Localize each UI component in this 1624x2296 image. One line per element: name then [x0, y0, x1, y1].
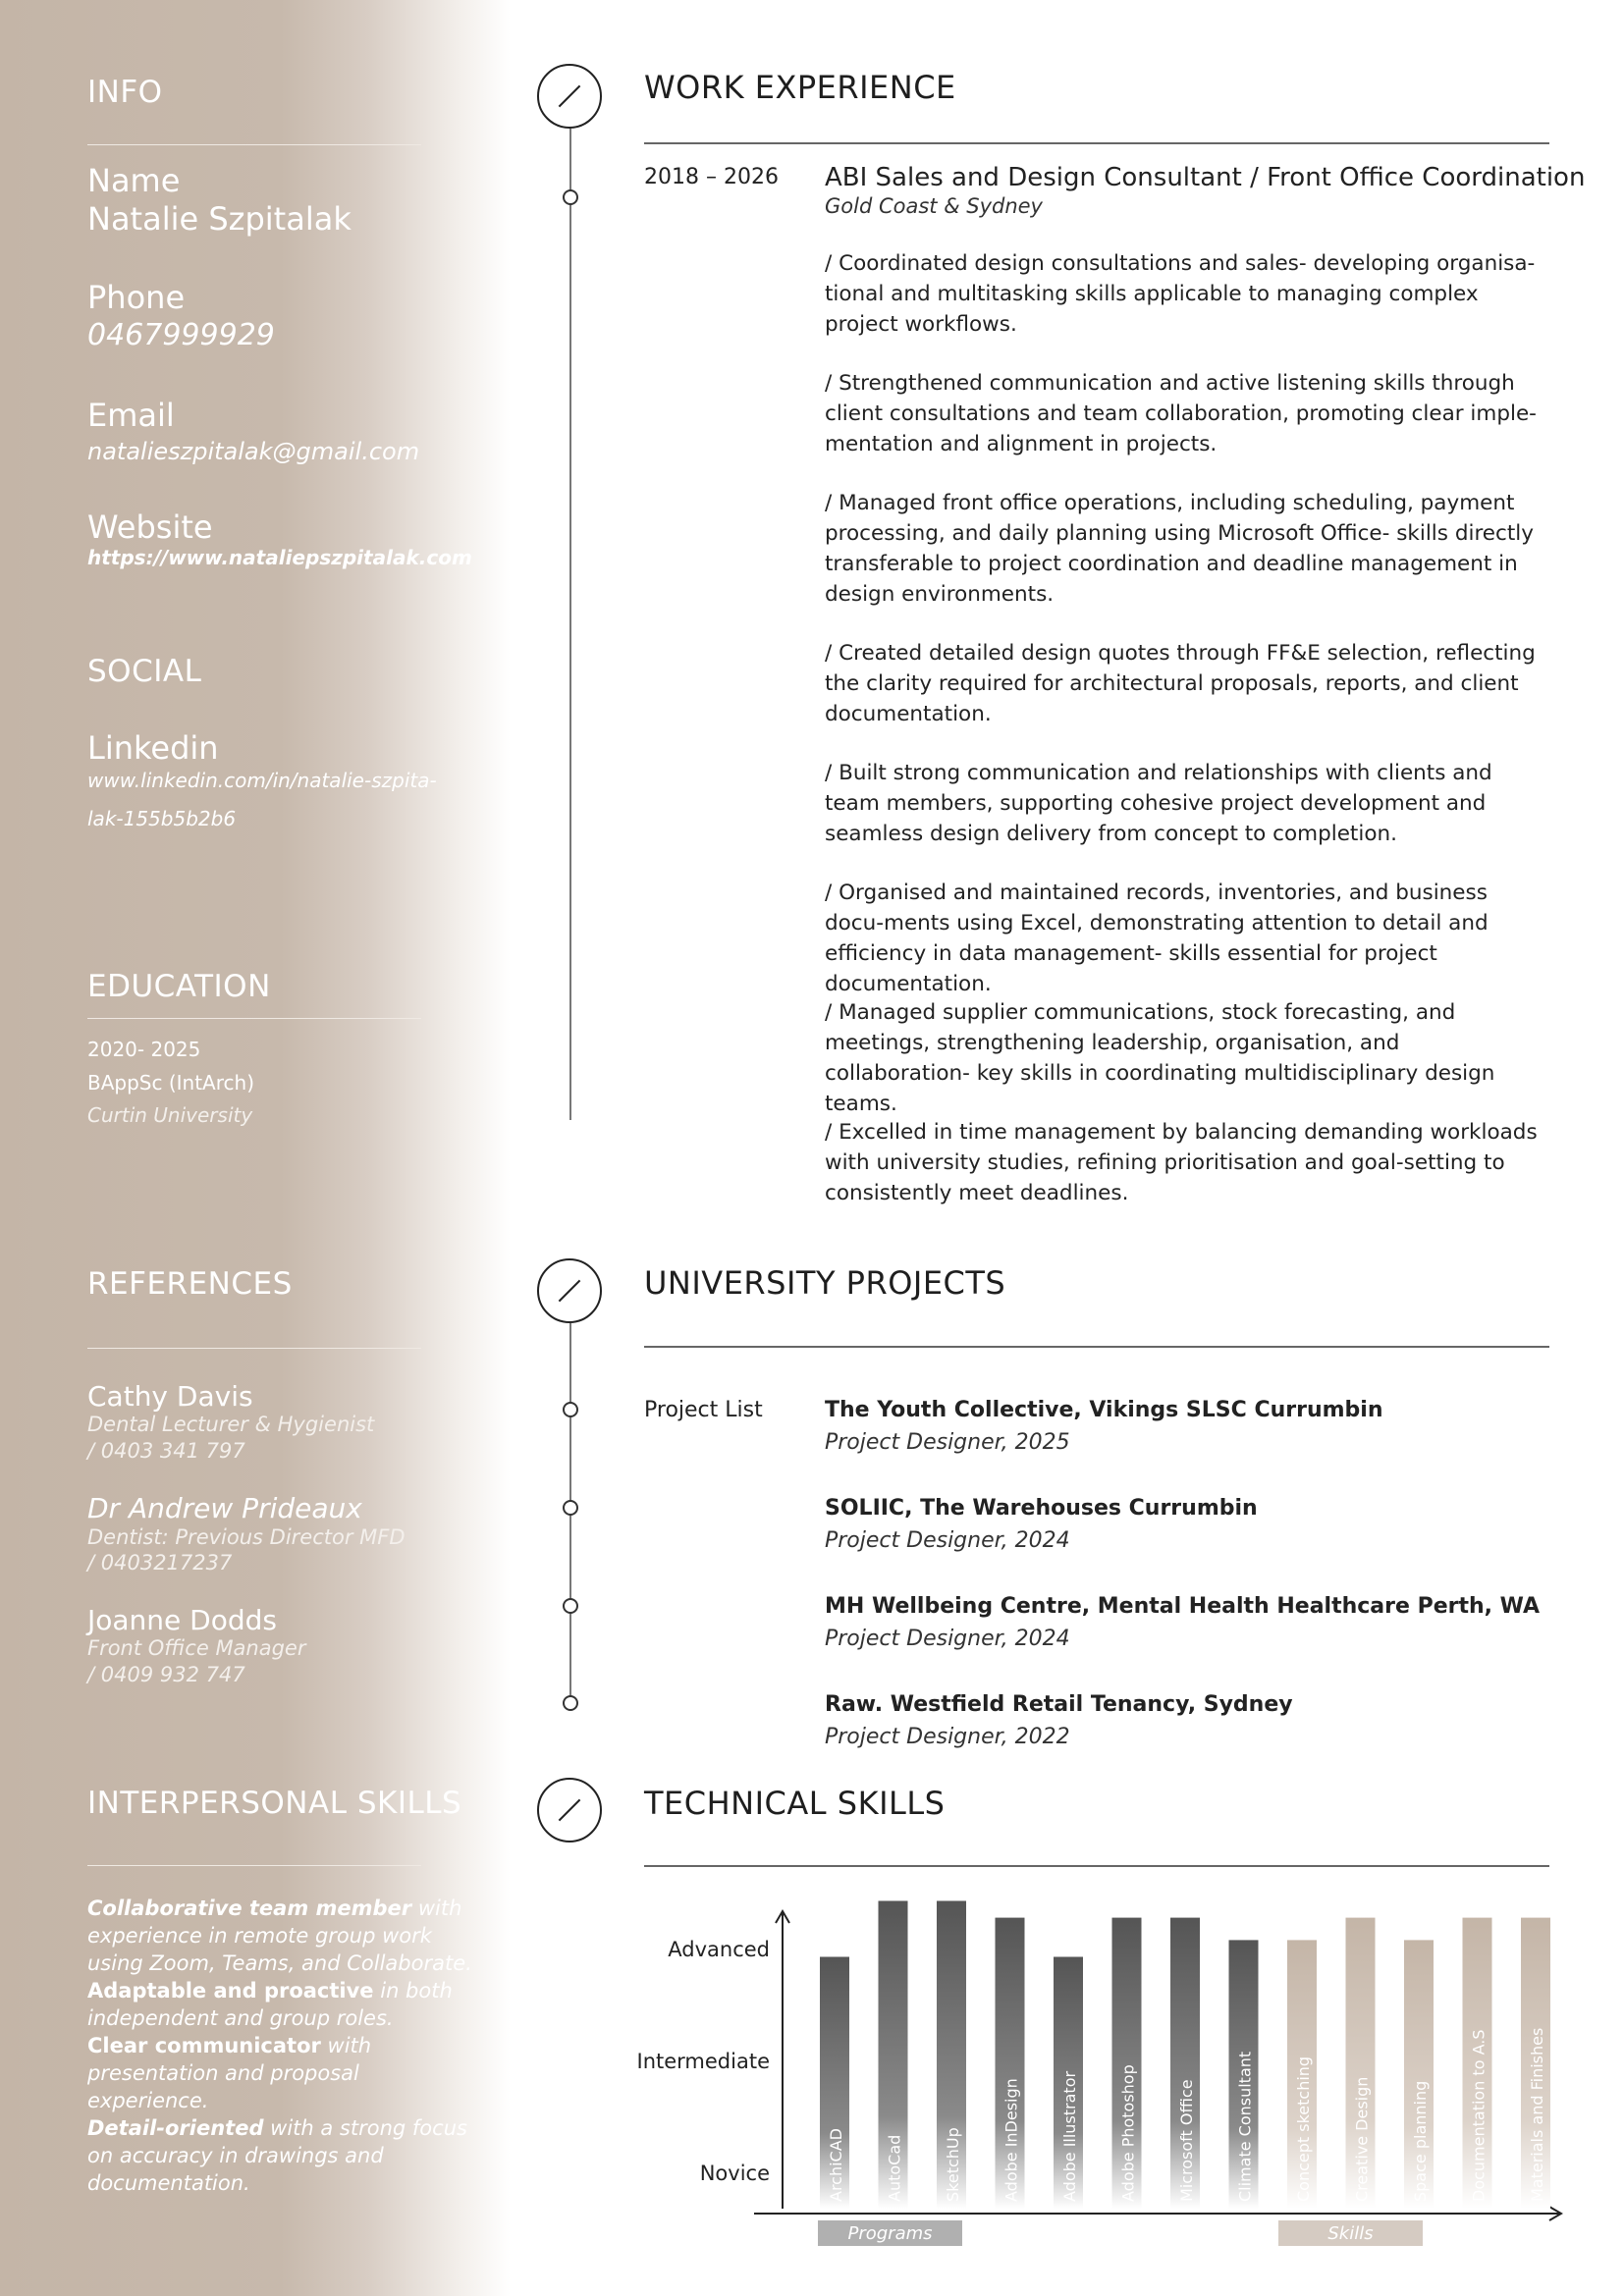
skill-4-bold: Detail-oriented	[87, 2116, 264, 2140]
skill-3-text: with presentation and proposal experience.	[87, 2034, 372, 2112]
chart-axes	[754, 1911, 1561, 2220]
reference-2-role: Dentist: Previous Director MFD	[87, 1525, 406, 1549]
linkedin-url-line2: lak-155b5b2b6	[87, 807, 237, 830]
interpersonal-divider	[87, 1865, 421, 1866]
skill-4-text: with a strong focus on accuracy in drawings and documentation.	[87, 2116, 467, 2195]
projects-divider	[644, 1346, 1549, 1348]
skill-2-text: in both independent and group roles.	[87, 1979, 453, 2030]
name-value: Natalie Szpitalak	[87, 200, 352, 238]
project-3-role: Project Designer, 2024	[825, 1627, 1070, 1651]
job-bullet-7: / Managed supplier communications, stock forecasting, and meetings, strengthening leadership, organisation, and collaboration- key skills in coordinating multidisciplinary design teams.	[825, 1000, 1495, 1116]
project-dot-1	[563, 1402, 578, 1417]
bar-label-adobe-illustrator: Adobe Illustrator	[1060, 2070, 1079, 2202]
projects-section-icon	[537, 1258, 602, 1323]
education-degree: BAppSc (IntArch)	[87, 1071, 254, 1095]
work-timeline-dot	[563, 189, 578, 205]
projects-timeline	[569, 1323, 571, 1708]
reference-2-phone: / 0403217237	[87, 1551, 233, 1575]
project-1-name: The Youth Collective, Vikings SLSC Currumbin	[825, 1398, 1383, 1422]
linkedin-url-line1: www.linkedin.com/in/natalie-szpita-	[87, 769, 437, 792]
references-divider	[87, 1348, 421, 1349]
reference-3-role: Front Office Manager	[87, 1636, 306, 1660]
education-divider	[87, 1018, 421, 1019]
project-3-name: MH Wellbeing Centre, Mental Health Healthcare Perth, WA	[825, 1594, 1540, 1619]
bar-label-climate-consultant: Climate Consultant	[1235, 2051, 1255, 2202]
bar-label-creative-design: Creative Design	[1352, 2076, 1372, 2202]
email-label: Email	[87, 397, 175, 434]
bar-label-sketchup: SketchUp	[944, 2127, 962, 2202]
info-divider	[87, 144, 421, 145]
y-level-label-intermediate: Intermediate	[636, 2050, 770, 2073]
work-heading: WORK EXPERIENCE	[644, 69, 956, 106]
bar-label-adobe-photoshop: Adobe Photoshop	[1118, 2064, 1138, 2202]
project-2-name: SOLIIC, The Warehouses Currumbin	[825, 1496, 1258, 1521]
technical-section-icon	[537, 1778, 602, 1842]
job-title: ABI Sales and Design Consultant / Front Office Coordination	[825, 163, 1586, 192]
skill-1-text: with experience in remote group work using Zoom, Teams, and Collaborate.	[87, 1896, 472, 1975]
phone-label: Phone	[87, 279, 186, 316]
bar-label-microsoft-office: Microsoft Office	[1177, 2079, 1196, 2202]
reference-1-role: Dental Lecturer & Hygienist	[87, 1413, 375, 1436]
bar-label-archicad: ArchiCAD	[827, 2128, 845, 2202]
education-heading: EDUCATION	[87, 969, 271, 1004]
name-label: Name	[87, 162, 181, 199]
bar-label-materials-and-finishes: Materials and Finishes	[1528, 2027, 1546, 2202]
technical-skills-chart	[628, 1880, 1571, 2263]
reference-3-name: Joanne Dodds	[87, 1604, 277, 1636]
education-years: 2020- 2025	[87, 1038, 201, 1061]
interpersonal-skills-text	[87, 1895, 475, 2197]
job-bullet-8: / Excelled in time management by balancing demanding workloads with university studies, refining prioritisation and goal-setting to consistently meet deadlines.	[825, 1120, 1538, 1205]
job-bullet-6: / Organised and maintained records, inventories, and business docu-ments using Excel, demonstrating attention to detail and efficiency in data management- skills essential for project documentation.	[825, 881, 1489, 996]
interpersonal-heading: INTERPERSONAL SKILLS	[87, 1786, 462, 1821]
group-label-programs: Programs	[847, 2223, 933, 2244]
job-bullet-2: / Strengthened communication and active listening skills through client consultations and team collaboration, promoting clear imple-mentation and alignment in projects.	[825, 371, 1537, 456]
job-bullet-4: / Created detailed design quotes through FF&E selection, reflecting the clarity required for architectural proposals, reports, and client documentation.	[825, 641, 1536, 726]
technical-heading: TECHNICAL SKILLS	[644, 1785, 946, 1822]
work-divider	[644, 142, 1549, 144]
projects-heading: UNIVERSITY PROJECTS	[644, 1264, 1006, 1302]
project-dot-4	[563, 1695, 578, 1711]
project-dot-3	[563, 1598, 578, 1614]
bar-label-autocad: AutoCad	[885, 2134, 904, 2202]
group-label-skills: Skills	[1327, 2223, 1374, 2244]
skill-3-bold: Clear communicator	[87, 2034, 321, 2057]
reference-1-phone: / 0403 341 797	[87, 1439, 245, 1463]
linkedin-label: Linkedin	[87, 729, 219, 767]
bar-label-space-planning: Space planning	[1411, 2080, 1430, 2202]
project-4-role: Project Designer, 2022	[825, 1725, 1070, 1749]
project-list-label: Project List	[644, 1398, 763, 1422]
reference-3-phone: / 0409 932 747	[87, 1663, 245, 1686]
work-section-icon	[537, 64, 602, 129]
email-value: natalieszpitalak@gmail.com	[87, 438, 420, 465]
skill-1-bold: Collaborative team member	[87, 1896, 412, 1920]
technical-divider	[644, 1865, 1549, 1867]
project-1-role: Project Designer, 2025	[825, 1430, 1070, 1455]
job-bullet-1: / Coordinated design consultations and sales- developing organisa-tional and multitasking skills applicable to managing complex project workflows.	[825, 251, 1536, 337]
info-heading: INFO	[87, 75, 163, 110]
job-bullet-3: / Managed front office operations, including scheduling, payment processing, and daily planning using Microsoft Office- skills directly transferable to project coordination and deadline management in design environments.	[825, 491, 1534, 607]
social-heading: SOCIAL	[87, 654, 202, 689]
website-value: https://www.nataliepszpitalak.com	[87, 546, 472, 569]
reference-2-name: Dr Andrew Prideaux	[87, 1492, 362, 1524]
job-location: Gold Coast & Sydney	[825, 194, 1043, 218]
work-timeline	[569, 129, 571, 1120]
project-4-name: Raw. Westfield Retail Tenancy, Sydney	[825, 1692, 1293, 1717]
phone-value: 0467999929	[87, 318, 275, 352]
job-dates: 2018 – 2026	[644, 165, 779, 189]
bar-label-concept-sketching: Concept sketching	[1294, 2056, 1313, 2202]
sidebar	[0, 0, 511, 2296]
bar-label-documentation-to-a-s: Documentation to A.S	[1469, 2029, 1489, 2202]
job-bullet-5: / Built strong communication and relationships with clients and team members, supporting cohesive project development and seamless design delivery from concept to completion.	[825, 761, 1492, 846]
project-2-role: Project Designer, 2024	[825, 1528, 1070, 1553]
skill-2-bold: Adaptable and proactive	[87, 1979, 374, 2002]
project-dot-2	[563, 1500, 578, 1516]
y-level-label-advanced: Advanced	[668, 1938, 770, 1961]
education-school: Curtin University	[87, 1103, 253, 1127]
y-level-label-novice: Novice	[699, 2162, 770, 2185]
bar-label-adobe-indesign: Adobe InDesign	[1001, 2078, 1021, 2202]
references-heading: REFERENCES	[87, 1266, 293, 1302]
website-label: Website	[87, 508, 213, 546]
reference-1-name: Cathy Davis	[87, 1380, 253, 1413]
